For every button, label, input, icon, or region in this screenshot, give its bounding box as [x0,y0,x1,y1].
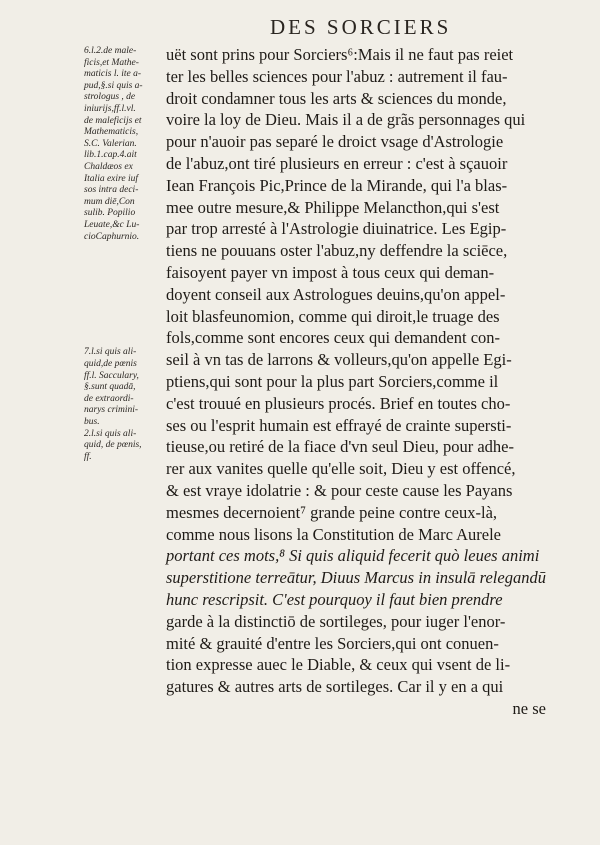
text-line: ter les belles sciences pour l'abuz : autrement il fau- [166,66,508,86]
margin-note-line: sos intra deci- [84,185,139,196]
margin-note-line [84,336,170,348]
margin-note-line: quid, de pœnis, [84,440,142,451]
text-line: tion expresse auec le Diable, & ceux qui vsent de li- [166,655,511,675]
margin-note-line: 6.l.2.de male- [84,46,137,56]
text-line: ses ou l'esprit humain est effrayé de crainte supersti- [166,415,512,435]
text-line: & est vraye idolatrie : & pour ceste cause les Payans [166,480,513,500]
margin-note-line: de maleficijs et [84,115,142,126]
margin-note-line: ff.l. Sacculary, [84,370,139,381]
margin-note-line: sulib. Popilio [84,208,136,219]
margin-note-line [84,324,170,336]
margin-note-line: Mathematicis, [84,127,139,138]
margin-note-line: §.sunt quadā, [84,382,136,393]
text-line: mesmes decernoient⁷ grande peine contre ceux-là, [166,502,498,522]
text-line: garde à la distinctiō de sortileges, pour iuger l'enor- [166,611,506,631]
text-line: loit blasfeunomion, comme qui diroit,le truage des [166,306,500,326]
text-line: fols,comme sont encores ceux qui demandent con- [166,328,501,348]
margin-note-line: mum diē,Con [84,196,135,207]
margin-notes [84,46,170,463]
text-line: mee outre mesure,& Philippe Melancthon,qui s'est [166,197,500,217]
margin-note-line: maticis l. ite a- [84,69,141,80]
margin-note-line [84,301,170,313]
text-line: droit condamner tous les arts & sciences du monde, [166,88,507,108]
margin-note-line: narys crimini- [84,405,139,416]
margin-note-line [84,313,170,325]
margin-note-line [84,255,170,267]
text-line: hunc rescripsit. C'est pourquoy il faut bien prendre [166,589,503,609]
text-line: seil à vn tas de larrons & volleurs,qu'on appelle Egi- [166,350,512,370]
margin-note-line: pud,§.si quis a- [84,80,143,91]
margin-note-line [84,243,170,255]
margin-note-line: strologus , de [84,92,136,103]
margin-note-line: S.C. Valerian. [84,138,137,149]
text-line: c'est trouué en plusieurs procés. Brief en toutes cho- [166,393,511,413]
margin-note-line: Chaldæos ex [84,161,133,172]
text-line: superstitione terreātur, Diuus Marcus in insulā relegandū [166,568,546,588]
text-line: comme nous lisons la Constitution de Marc Aurele [166,524,501,544]
text-line: ptiens,qui sont pour la plus part Sorciers,comme il [166,371,499,391]
text-line: voire la loy de Dieu. Mais il a de grãs personnages qui [166,110,526,130]
margin-note-line [84,289,170,301]
running-title: DES SORCIERS [270,15,452,39]
text-line: tieuse,ou retiré de la fiace d'vn seul Dieu, pour adhe- [166,437,514,457]
text-line: portant ces mots,⁸ Si quis aliquid fecerit quò leues animi [166,546,540,566]
margin-note-line [84,278,170,290]
text-line: gatures & autres arts de sortileges. Car il y en a qui [166,677,504,697]
margin-note-line: 2.l.si quis ali- [84,428,137,439]
margin-note-line: de extraordi- [84,393,134,404]
margin-note-line: cioCaphurnio. [84,231,140,242]
text-line: doyent conseil aux Astrologues deuins,qu'on appel- [166,284,506,304]
margin-note-line: lib.1.cap.4.ait [84,150,137,161]
text-line: Iean François Pic,Prince de la Mirande, qui l'a blas- [166,175,508,195]
text-line: de l'abuz,ont tiré plusieurs en erreur : c'est à sçauoir [166,153,508,173]
text-line: pour n'auoir pas separé le droict vsage d'Astrologie [166,132,504,152]
text-line: faisoyent payer vn impost à tous ceux qui deman- [166,262,495,282]
margin-note-line: quid,de pœnis [84,359,137,370]
text-line: tiens ne pouuans oster l'abuz,ny deffendre la sciēce, [166,241,508,261]
text-line: uët sont prins pour Sorciers⁶:Mais il ne faut pas reiet [166,45,514,64]
margin-note-line: 7.l.si quis ali- [84,347,137,358]
margin-note-line [84,266,170,278]
text-line: par trop arresté à l'Astrologie diuinatrice. Les Egip- [166,219,507,239]
margin-note-line: Italia exire iuf [84,173,138,184]
body-text [166,44,546,720]
text-line: rer aux vanites quelle qu'elle soit, Dieu y est offencé, [166,459,516,479]
text-line: ne se [512,698,546,718]
margin-note-line: iniurijs,ff.l.vl. [84,103,136,114]
margin-note-line: ficis,et Mathe- [84,57,139,68]
text-line: mité & grauité d'entre les Sorciers,qui ont conuen- [166,633,499,653]
margin-note-line: bus. [84,417,100,427]
margin-note-line: Leuate,&c Lu- [84,219,140,230]
margin-note-line: ff. [84,451,92,462]
